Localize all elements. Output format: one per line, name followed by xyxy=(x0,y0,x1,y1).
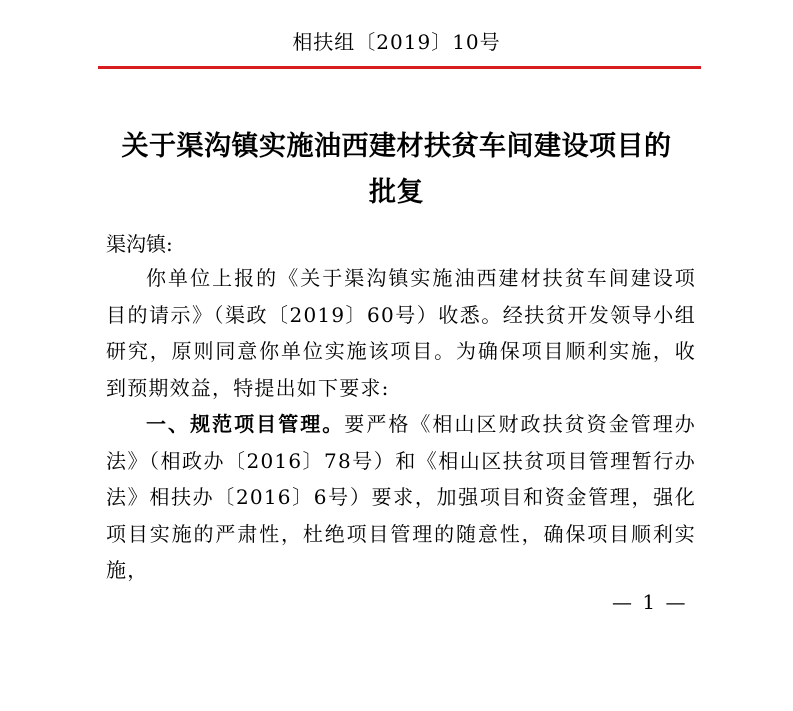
paragraph-2 xyxy=(106,406,696,589)
page-number: — 1 — xyxy=(612,590,688,614)
red-header-rule xyxy=(98,66,701,69)
paragraph-2-text: 要严格《相山区财政扶贫资金管理办法》（相政办〔2016〕78号）和《相山区扶贫项目管理暂行办法》相扶办〔2016〕6号）要求，加强项目和资金管理，强化项目实施的严肃性，杜绝项目管理的随意性，确保项目顺利实施， xyxy=(106,412,696,582)
recipient: 渠沟镇: xyxy=(106,232,173,256)
paragraph-1: 你单位上报的《关于渠沟镇实施油西建材扶贫车间建设项目的请示》（渠政〔2019〕60号）收悉。经扶贫开发领导小组研究，原则同意你单位实施该项目。为确保项目顺利实施，收到预期效益，特提出如下要求: xyxy=(106,266,696,400)
document-number: 相扶组〔2019〕10号 xyxy=(292,30,501,54)
title-line-2: 批复 xyxy=(369,177,424,208)
title-line-1: 关于渠沟镇实施油西建材扶贫车间建设项目的 xyxy=(121,131,672,162)
document-title xyxy=(80,124,713,216)
document-body xyxy=(106,260,696,589)
section-heading: 一、规范项目管理。 xyxy=(146,412,345,436)
